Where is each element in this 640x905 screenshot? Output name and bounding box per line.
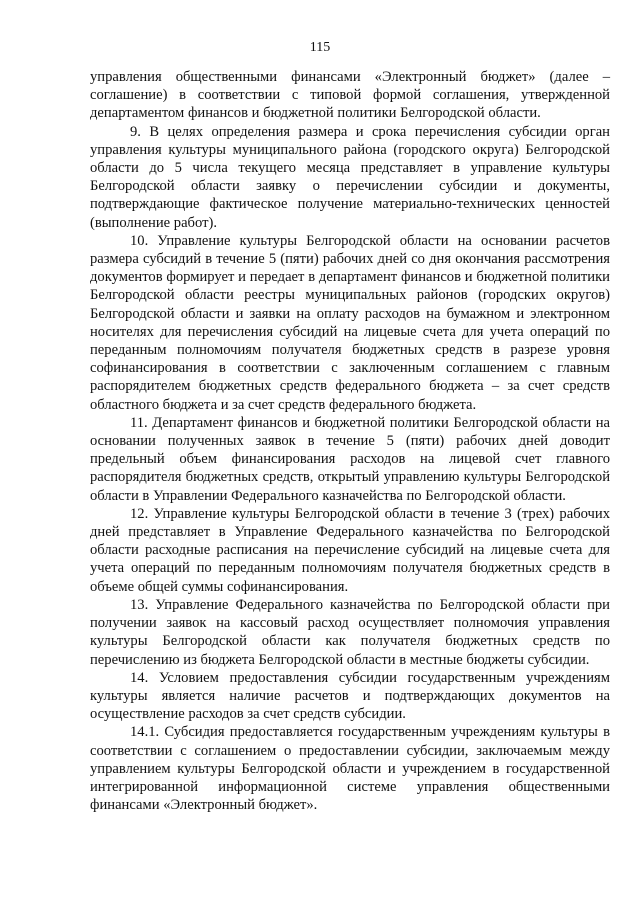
- paragraph-14: 14. Условием предоставления субсидии государственным учреждениям культуры является наличие расчетов и подтверждающих документов на осуществление расходов за счет средств субсидии.: [90, 669, 610, 723]
- paragraph-12: 12. Управление культуры Белгородской области в течение 3 (трех) рабочих дней представляет в Управление Федерального казначейства по Белгородской области расходные расписания на перечисление субсидий на лицевые счета для учета операций по переданным полномочиям получателя бюджетных средств в объеме общей суммы софинансирования.: [90, 505, 610, 595]
- document-body: [90, 68, 610, 814]
- paragraph-10: 10. Управление культуры Белгородской области на основании расчетов размера субсидий в течение 5 (пяти) рабочих дней со дня окончания рассмотрения документов формирует и передает в департамент финансов и бюджетной политики Белгородской области реестры муниципальных районов (городских округов) Белгородской области и заявки на оплату расходов на бумажном и электронном носителях для перечисления субсидий на лицевые счета для учета операций по переданным полномочиям получателя бюджетных средств в разрезе уровня софинансирования в соответствии с заключенным соглашением с главным распорядителем бюджетных средств федерального бюджета – за счет средств областного бюджета и за счет средств федерального бюджета.: [90, 232, 610, 413]
- paragraph-9: 9. В целях определения размера и срока перечисления субсидии орган управления культуры муниципального района (городского округа) Белгородской области до 5 числа текущего месяца представляет в управление культуры Белгородской области заявку о перечислении субсидии и документы, подтверждающие фактическое получение материально-технических ценностей (выполнение работ).: [90, 123, 610, 231]
- paragraph-14-1: 14.1. Субсидия предоставляется государственным учреждениям культуры в соответствии с соглашением о предоставлении субсидии, заключаемым между управлением культуры Белгородской области и учреждением в государственной интегрированной информационной системе управления общественными финансами «Электронный бюджет».: [90, 724, 610, 814]
- paragraph-continuation: управления общественными финансами «Электронный бюджет» (далее – соглашение) в соответствии с типовой формой соглашения, утвержденной департаментом финансов и бюджетной политики Белгородской области.: [90, 69, 610, 122]
- page-number: 115: [309, 40, 331, 55]
- paragraph-13: 13. Управление Федерального казначейства по Белгородской области при получении заявок на кассовый расход осуществляет полномочия управления культуры Белгородской области как получателя бюджетных средств по перечислению из бюджета Белгородской области в местные бюджеты субсидии.: [90, 596, 610, 668]
- paragraph-11: 11. Департамент финансов и бюджетной политики Белгородской области на основании полученных заявок в течение 5 (пяти) рабочих дней доводит предельный объем финансирования расходов на лицевой счет главного распорядителя бюджетных средств, открытый управлению культуры Белгородской области в Управлении Федерального казначейства по Белгородской области.: [90, 414, 610, 504]
